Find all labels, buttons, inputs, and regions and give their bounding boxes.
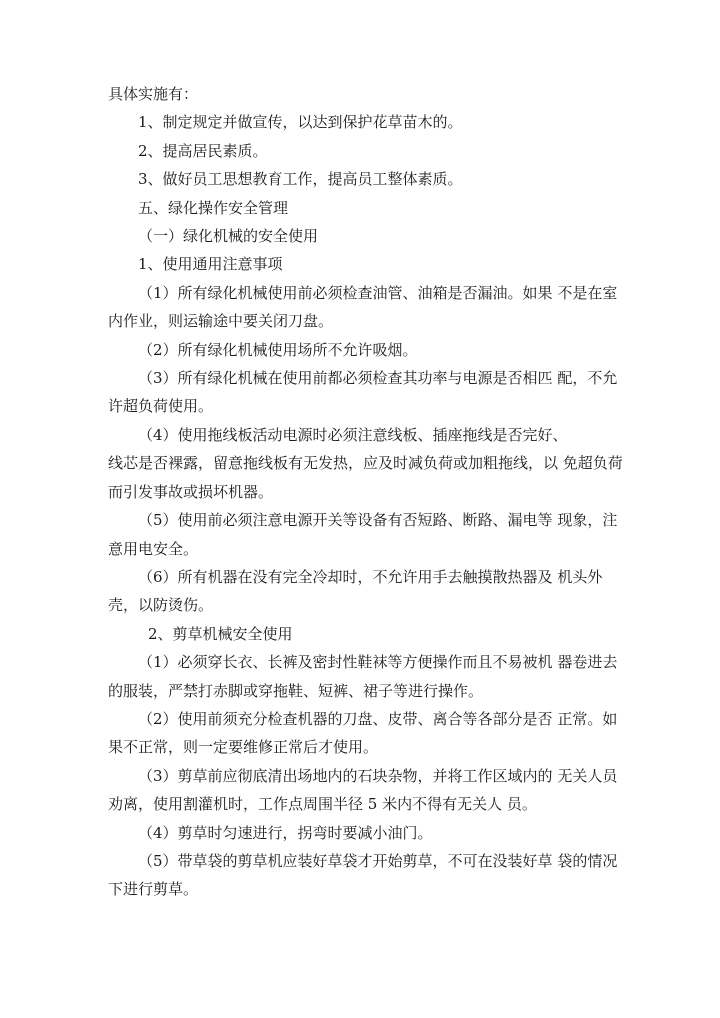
paragraph: （4）使用拖线板活动电源时必须注意线板、插座拖线是否完好、 [138, 425, 568, 444]
item-heading: 1、使用通用注意事项 [138, 255, 283, 274]
section-heading: 五、绿化操作安全管理 [138, 198, 289, 217]
paragraph: （3）剪草前应彻底清出场地内的石块杂物，并将工作区域内的 无关人员劝离，使用割灌机时，工作点周围半径 5 米内不得有无关人 员。 [108, 766, 618, 814]
document-body [108, 80, 628, 904]
paragraph: 3、做好员工思想教育工作，提高员工整体素质。 [138, 170, 463, 189]
paragraph: （5）带草袋的剪草机应装好草袋才开始剪草，不可在没装好草 袋的情况下进行剪草。 [108, 851, 618, 899]
paragraph: （2）所有绿化机械使用场所不允许吸烟。 [138, 340, 418, 359]
paragraph: （5）使用前必须注意电源开关等设备有否短路、断路、漏电等 现象，注意用电安全。 [108, 511, 618, 558]
paragraph: （3）所有绿化机械在使用前都必须检查其功率与电源是否相匹 配，不允许超负荷使用。 [108, 369, 618, 416]
subsection-heading: （一）绿化机械的安全使用 [138, 227, 319, 246]
paragraph: 1、制定规定并做宣传，以达到保护花草苗木的。 [138, 113, 463, 132]
paragraph: （1）必须穿长衣、长裤及密封性鞋袜等方便操作而且不易被机 器卷进去的服装，严禁打赤脚或穿拖鞋、短裤、裙子等进行操作。 [108, 653, 618, 700]
paragraph: 2、提高居民素质。 [138, 141, 268, 160]
paragraph: （6）所有机器在没有完全冷却时，不允许用手去触摸散热器及 机头外壳，以防烫伤。 [108, 567, 603, 615]
paragraph: （2）使用前须充分检查机器的刀盘、皮带、离合等各部分是否 正常。如果不正常，则一定要维修正常后才使用。 [108, 709, 618, 757]
item-heading: 2、剪草机械安全使用 [148, 624, 293, 643]
paragraph: （4）剪草时匀速进行，拐弯时要减小油门。 [138, 823, 433, 842]
paragraph: 线芯是否裸露，留意拖线板有无发热，应及时减负荷或加粗拖线，以 免超负荷而引发事故或损坏机器。 [108, 454, 623, 501]
paragraph: 具体实施有： [108, 85, 199, 103]
paragraph: （1）所有绿化机械使用前必须检查油管、油箱是否漏油。如果 不是在室内作业，则运输途中要关闭刀盘。 [108, 283, 618, 331]
